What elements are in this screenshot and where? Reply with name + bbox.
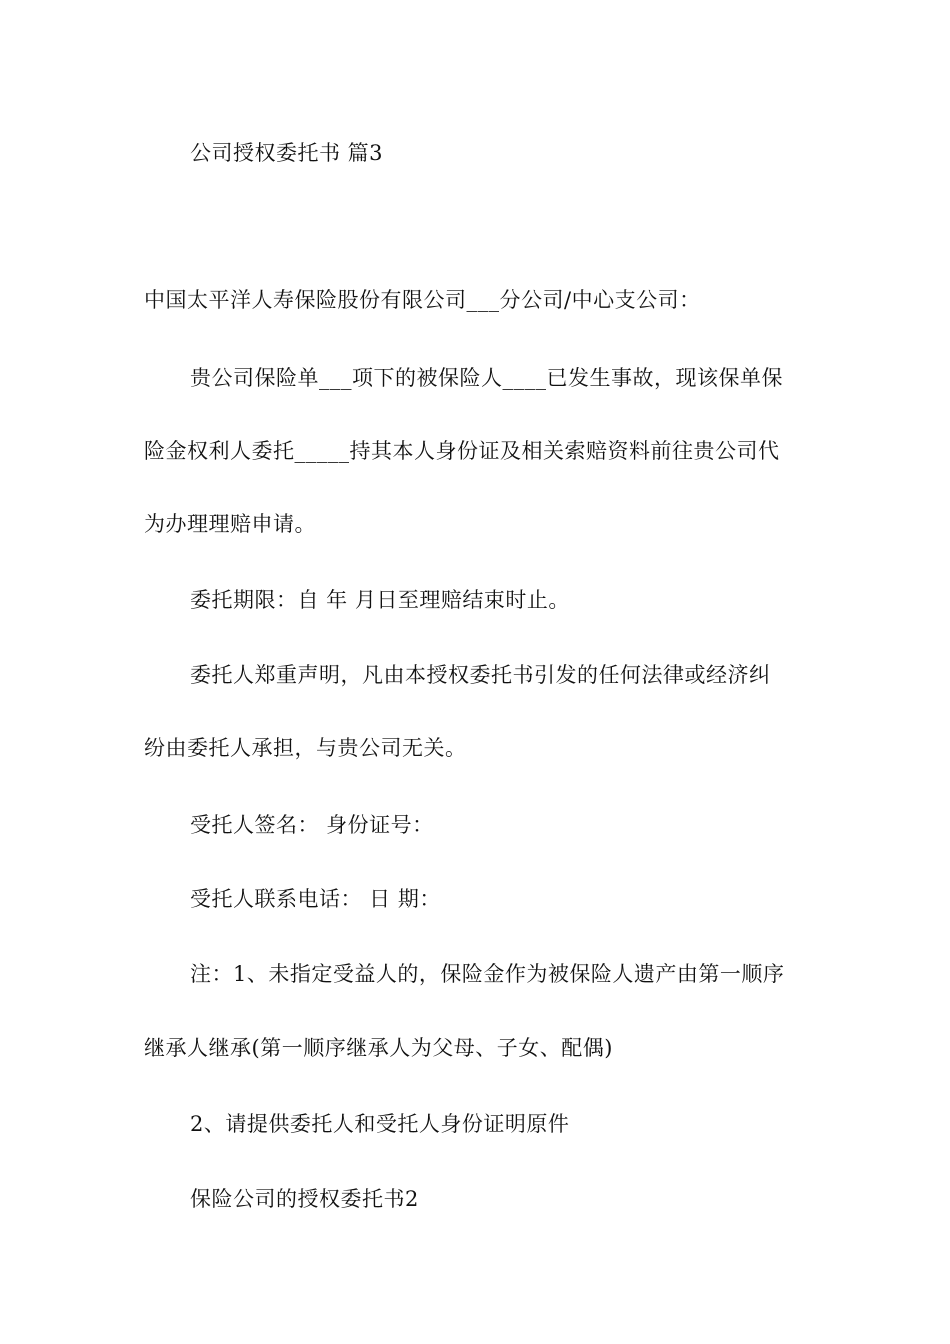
addressee: 中国太平洋人寿保险股份有限公司___分公司/中心支公司：	[144, 288, 701, 312]
contact-line: 受托人联系电话： 日 期：	[190, 887, 441, 911]
note-1-line-1: 注：1、未指定受益人的，保险金作为被保险人遗产由第一顺序	[190, 962, 785, 986]
paragraph-1-line-2: 险金权利人委托_____持其本人身份证及相关索赔资料前往贵公司代	[144, 439, 780, 463]
paragraph-1-line-3: 为办理理赔申请。	[144, 512, 316, 536]
next-heading: 保险公司的授权委托书2	[190, 1187, 419, 1211]
declaration-line-2: 纷由委托人承担，与贵公司无关。	[144, 736, 467, 760]
note-1-line-2: 继承人继承(第一顺序继承人为父母、子女、配偶)	[144, 1036, 613, 1060]
declaration-line-1: 委托人郑重声明，凡由本授权委托书引发的任何法律或经济纠	[190, 663, 771, 687]
paragraph-1-line-1: 贵公司保险单___项下的被保险人____已发生事故，现该保单保	[190, 366, 783, 390]
document-title: 公司授权委托书 篇3	[190, 141, 384, 165]
signature-line: 受托人签名： 身份证号：	[190, 813, 434, 837]
period-line: 委托期限：自 年 月日至理赔结束时止。	[190, 588, 570, 612]
note-2: 2、请提供委托人和受托人身份证明原件	[190, 1112, 570, 1136]
